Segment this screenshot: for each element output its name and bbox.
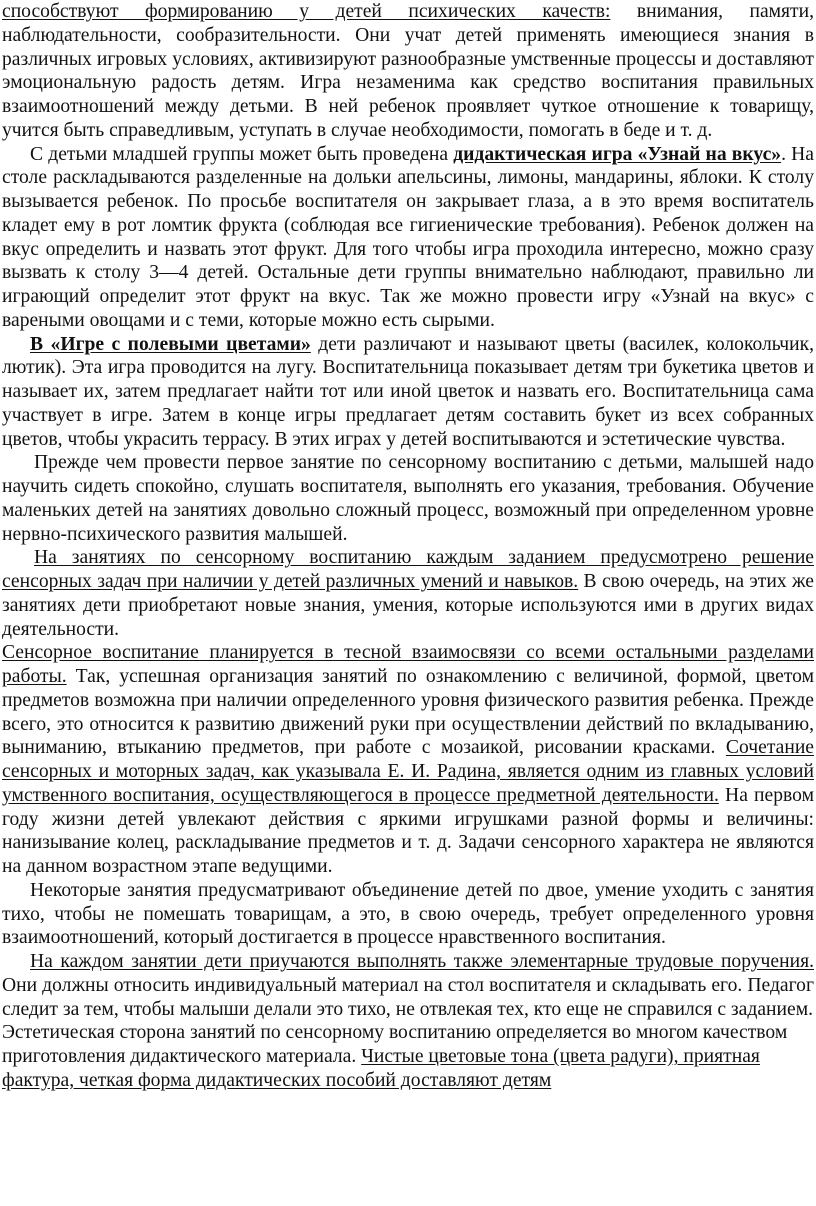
text: . На столе раскладываются разделенные на дольки апельсины, лимоны, мандарины, яблоки. К столу вызывается ребенок. По просьбе воспитателя он закрывает глаза, а в это время воспитатель кладет ему в рот ломтик фрукта (соблюдая все гигиенические требования). Ребенок должен на вкус определить и назвать этот фрукт. Для того чтобы игра проходила интересно, можно сразу вызвать к столу 3—4 детей. Остальные дети группы внимательно наблюдают, правильно ли играющий определит этот фрукт на вкус. Так же можно провести игру «Узнай на вкус» с вареными овощами и с теми, которые можно есть сырыми. [2,143,814,331]
underlined-text: способствуют формированию у детей психических качеств: [2,1,611,22]
underlined-text: На каждом занятии дети приучаются выполнять также элементарные трудовые поручения. [30,951,814,972]
underlined-text: Чистые цветовые тона (цвета радуги), приятная фактура, четкая форма дидактических пособий доставляют детям [2,1046,760,1091]
paragraph-2 [2,143,814,333]
text: Прежде чем провести первое занятие по сенсорному воспитанию с детьми, малышей надо научить сидеть спокойно, слушать воспитателя, выполнять его указания, требования. Обучение маленьких детей на занятиях довольно сложный процесс, возможный при определенном уровне нервно-психического развития малышей. [2,452,814,545]
text: В свою очередь, на этих же занятиях дети приобретают новые знания, умения, которые используются ими в других видах деятельности. [2,571,814,640]
text: Они должны относить индивидуальный материал на стол воспитателя и складывать его. Педагог следит за тем, чтобы малыши делали это тихо, не отвлекая тех, кто еще не справился с заданием. [2,974,814,1020]
text: Эстетическая сторона занятий по сенсорному воспитанию определяется во многом качеством приготовления дидактического материала. [2,1022,788,1067]
paragraph-4 [2,451,814,546]
text: внимания, памяти, наблюдательности, сообразительности. Они учат детей применять имеющиеся знания в различных игровых условиях, активизируют разнообразные умственные процессы и доставляют эмоциональную радость детям. Игра незаменима как средство воспитания правильных взаимоотношений между детьми. В ней ребенок проявляет чуткое отношение к товарищу, учится быть справедливым, уступать в случае необходимости, помогать в беде и т. д. [2,1,814,141]
paragraph-6 [2,641,814,879]
game-title: дидактическая игра «Узнай на вкус» [453,143,782,165]
underlined-text: Сочетание сенсорных и моторных задач, как указывала Е. И. Радина, является одним из главных условий умственного воспитания, осуществляющегося в процессе предметной деятельности. [2,737,814,806]
paragraph-8 [2,950,814,1021]
underlined-text: Сенсорное воспитание планируется в тесной взаимосвязи со всеми остальными разделами работы. [2,642,814,687]
text: Так, успешная организация занятий по ознакомлению с величиной, формой, цветом предметов возможна при наличии определенного уровня физического развития ребенка. Прежде всего, это относится к развитию движений руки при осуществлении действий по вкладыванию, выниманию, втыканию предметов, при работе с мозаикой, рисовании красками. [2,666,814,759]
text: На первом году жизни детей увлекают действия с яркими игрушками разной формы и величины: нанизывание колец, раскладывание предметов и т. д. Задачи сенсорного характера не являются на данном возрастном этапе ведущими. [2,784,814,877]
game-title: В «Игре с полевыми цветами» [30,333,311,355]
paragraph-9 [2,1021,814,1092]
text: Некоторые занятия предусматривают объединение детей по двое, умение уходить с занятия тихо, чтобы не помешать товарищам, а это, в свою очередь, требует определенного уровня взаимоотношений, который достигается в процессе нравственного воспитания. [2,879,814,949]
paragraph-7 [2,879,814,950]
paragraph-5 [2,546,814,641]
paragraph-3 [2,333,814,452]
underlined-text: На занятиях по сенсорному воспитанию каждым заданием предусмотрено решение сенсорных задач при наличии у детей различных умений и навыков. [2,547,814,592]
text: С детьми младшей группы может быть проведена [30,143,454,165]
text: дети различают и называют цветы (василек, колокольчик, лютик). Эта игра проводится на лугу. Воспитательница показывает детям три букетика цветов и называет их, затем предлагает найти тот или иной цветок и назвать его. Воспитательница сама участвует в игре. Затем в конце игры предлагает детям составить букет из всех собранных цветов, чтобы украсить террасу. В этих играх у детей воспитываются и эстетические чувства. [2,333,814,450]
paragraph-1 [2,0,814,143]
